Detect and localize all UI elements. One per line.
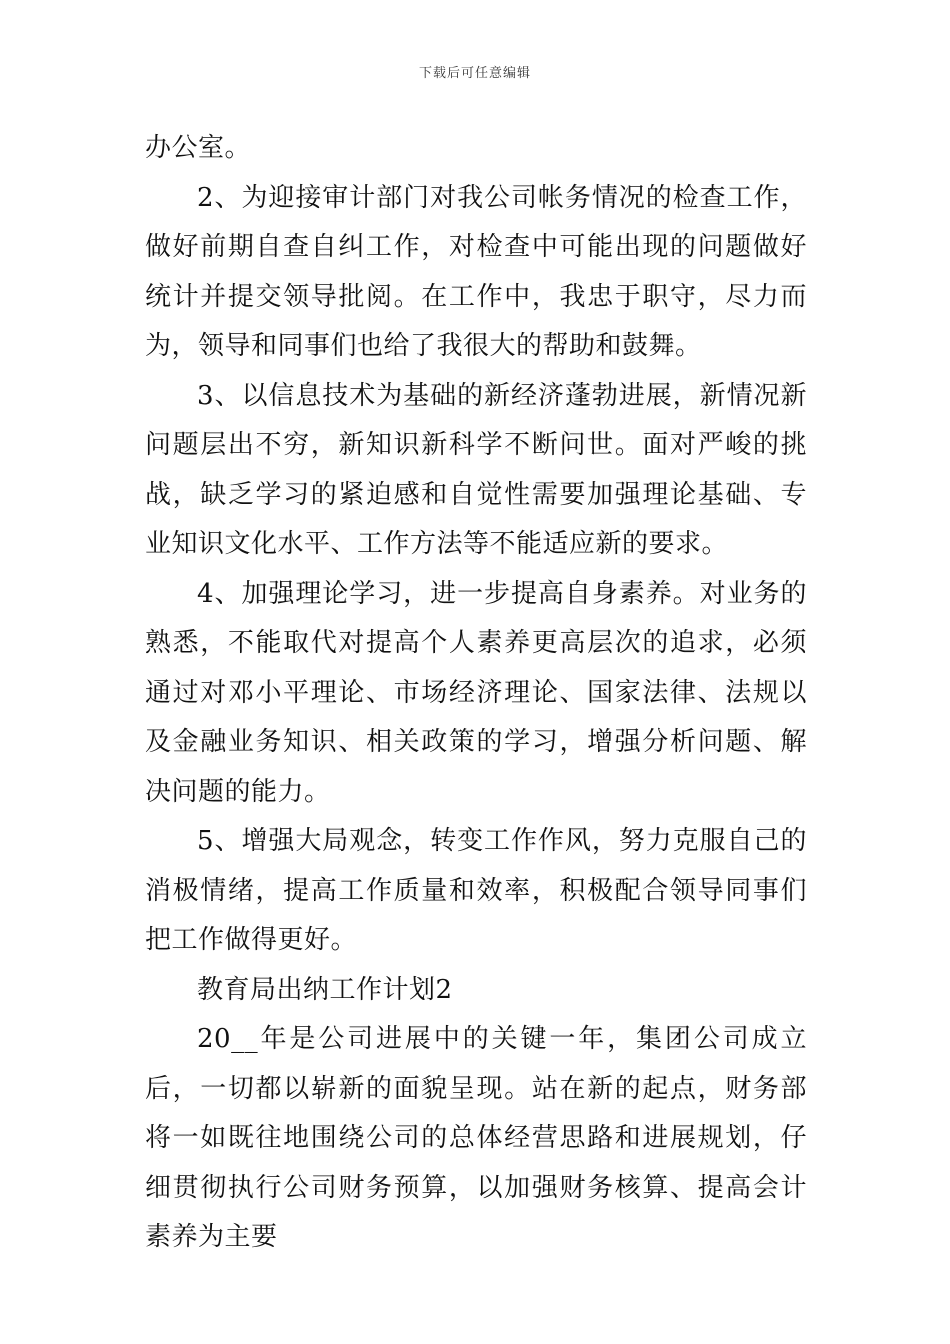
paragraph-item-5: 5、增强大局观念，转变工作作风，努力克服自己的消极情绪，提高工作质量和效率，积极配合领导同事们把工作做得更好。 — [145, 826, 807, 955]
paragraph-continuation: 办公室。 — [145, 133, 252, 163]
section-heading: 教育局出纳工作计划2 — [197, 974, 453, 1005]
document-body — [145, 124, 807, 1263]
paragraph-item-3: 3、以信息技术为基础的新经济蓬勃进展，新情况新问题层出不穷，新知识新科学不断问世。面对严峻的挑战，缺乏学习的紧迫感和自觉性需要加强理论基础、专业知识文化水平、工作方法等不能适应新的要求。 — [145, 380, 807, 559]
page-header-note: 下载后可任意编辑 — [418, 66, 531, 81]
paragraph-item-2: 2、为迎接审计部门对我公司帐务情况的检查工作，做好前期自查自纠工作，对检查中可能出现的问题做好统计并提交领导批阅。在工作中，我忠于职守，尽力而为，领导和同事们也给了我很大的帮助和鼓舞。 — [145, 182, 807, 361]
paragraph-item-4: 4、加强理论学习，进一步提高自身素养。对业务的熟悉，不能取代对提高个人素养更高层次的追求，必须通过对邓小平理论、市场经济理论、国家法律、法规以及金融业务知识、相关政策的学习，增强分析问题、解决问题的能力。 — [145, 578, 807, 807]
paragraph-plan-intro: 20__年是公司进展中的关键一年，集团公司成立后，一切都以崭新的面貌呈现。站在新的起点，财务部将一如既往地围绕公司的总体经营思路和进展规划，仔细贯彻执行公司财务预算，以加强财务核算、提高会计素养为主要 — [145, 1024, 807, 1252]
